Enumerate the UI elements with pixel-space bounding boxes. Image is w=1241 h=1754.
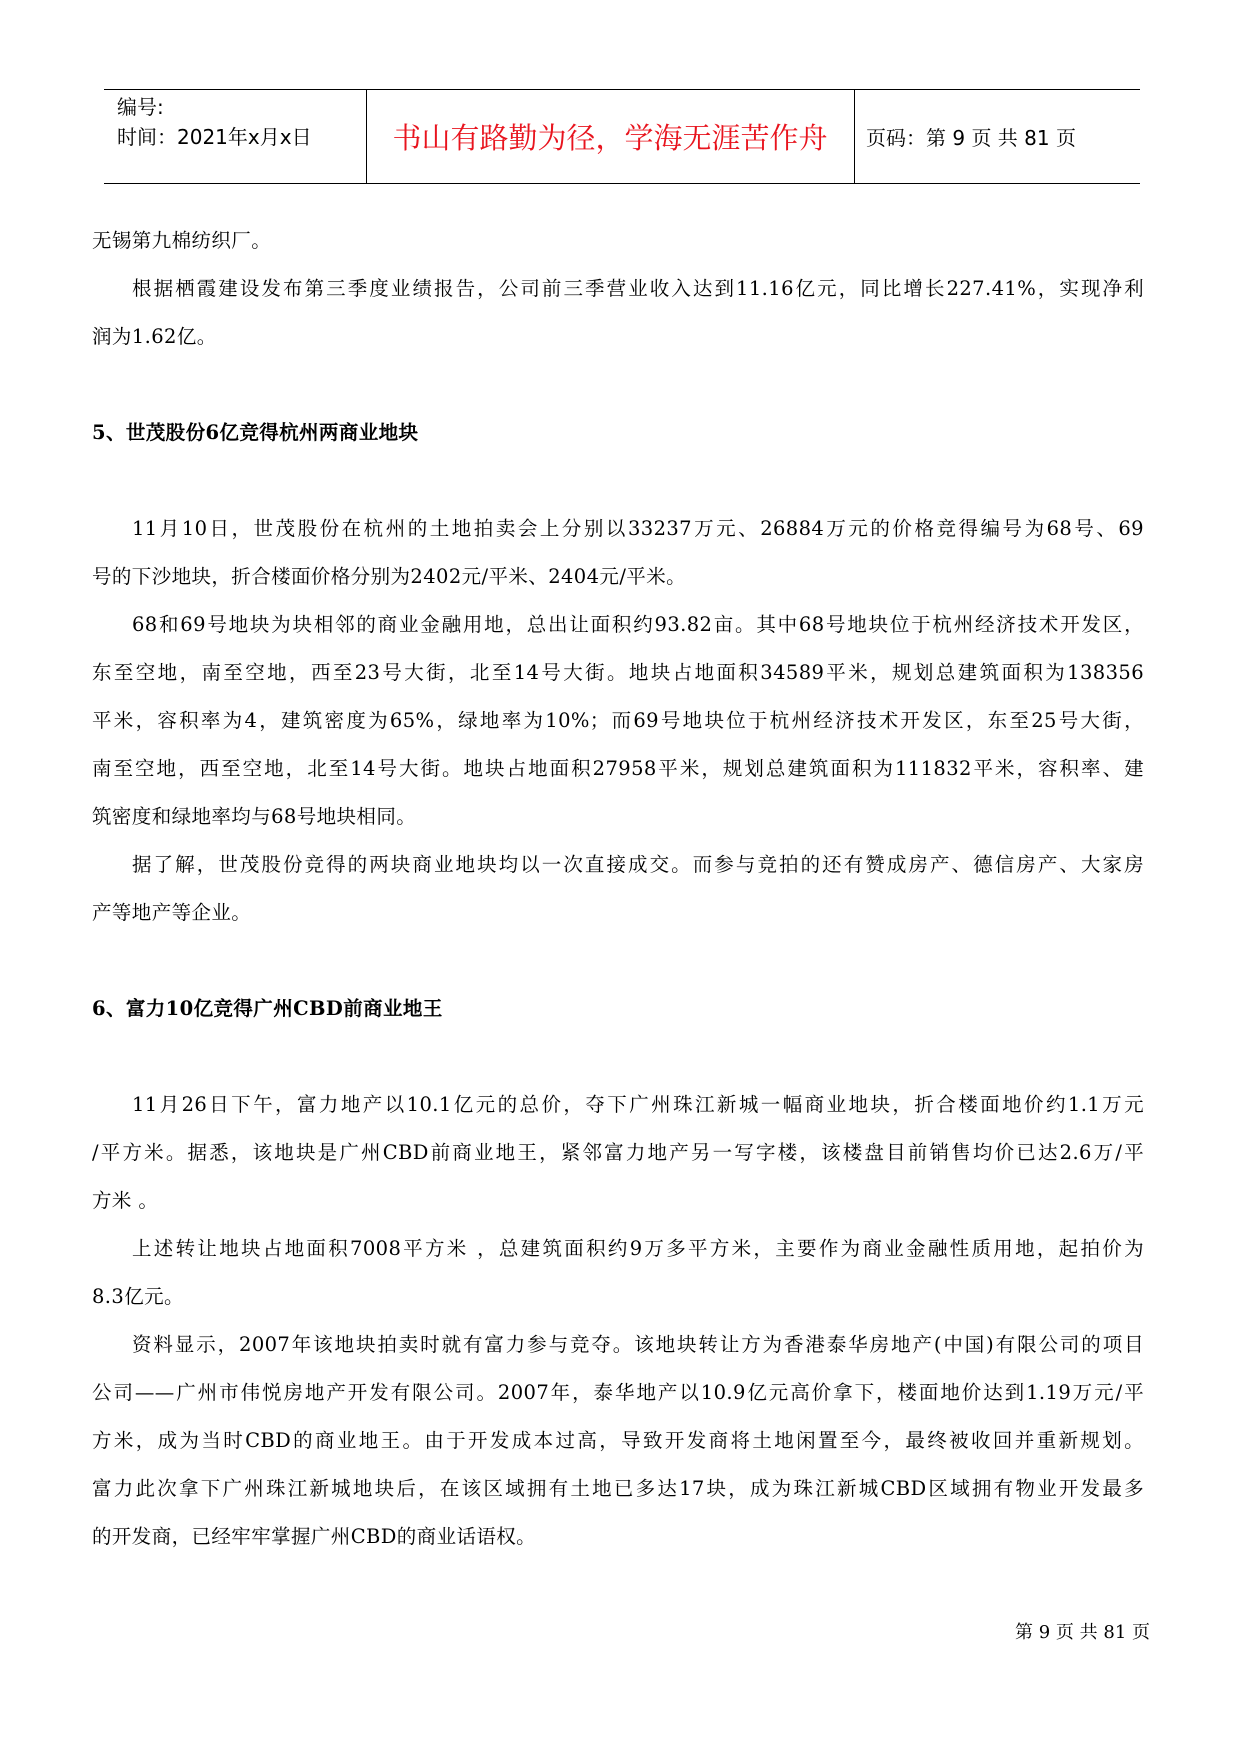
paragraph-line: 南至空地，西至空地，北至14号大街。地块占地面积27958平米，规划总建筑面积为111832平米，容积率、建 (92, 757, 1144, 780)
paragraph-line: 富力此次拿下广州珠江新城地块后，在该区域拥有土地已多达17块，成为珠江新城CBD区域拥有物业开发最多 (92, 1477, 1144, 1500)
section-heading: 5、世茂股份6亿竞得杭州两商业地块 (92, 421, 419, 444)
header-divider (854, 90, 855, 183)
document-body (92, 217, 1144, 1561)
paragraph-line: 68和69号地块为块相邻的商业金融用地，总出让面积约93.82亩。其中68号地块位于杭州经济技术开发区， (132, 613, 1144, 636)
paragraph-line: 上述转让地块占地面积7008平方米 ，总建筑面积约9万多平方米，主要作为商业金融性质用地，起拍价为 (132, 1237, 1144, 1260)
paragraph-line: /平方米。据悉，该地块是广州CBD前商业地王，紧邻富力地产另一写字楼，该楼盘目前销售均价已达2.6万/平 (92, 1141, 1144, 1164)
paragraph-line: 无锡第九棉纺织厂。 (92, 229, 272, 252)
header-page-number: 页码：第 9 页 共 81 页 (866, 126, 1076, 150)
paragraph-line: 11月26日下午，富力地产以10.1亿元的总价，夺下广州珠江新城一幅商业地块，折合楼面地价约1.1万元 (132, 1093, 1144, 1116)
paragraph-line: 平米，容积率为4，建筑密度为65%，绿地率为10%；而69号地块位于杭州经济技术开发区，东至25号大街， (92, 709, 1144, 732)
paragraph-line: 润为1.62亿。 (92, 325, 217, 348)
paragraph-line: 东至空地，南至空地，西至23号大街，北至14号大街。地块占地面积34589平米，规划总建筑面积为138356 (92, 661, 1144, 684)
paragraph-line: 方米 。 (92, 1189, 159, 1212)
paragraph-line: 号的下沙地块，折合楼面价格分别为2402元/平米、2404元/平米。 (92, 565, 686, 588)
page-header (104, 89, 1140, 184)
paragraph-line: 公司——广州市伟悦房地产开发有限公司。2007年，泰华地产以10.9亿元高价拿下，楼面地价达到1.19万元/平 (92, 1381, 1144, 1404)
page-footer: 第 9 页 共 81 页 (1015, 1622, 1150, 1643)
paragraph-line: 11月10日，世茂股份在杭州的土地拍卖会上分别以33237万元、26884万元的价格竞得编号为68号、69 (132, 517, 1144, 540)
document-date: 时间：2021年x月x日 (117, 125, 312, 149)
header-meta (117, 92, 357, 152)
paragraph-line: 方米，成为当时CBD的商业地王。由于开发成本过高，导致开发商将土地闲置至今，最终被收回并重新规划。 (92, 1429, 1144, 1452)
paragraph-line: 根据栖霞建设发布第三季度业绩报告，公司前三季营业收入达到11.16亿元，同比增长227.41%，实现净利 (132, 277, 1144, 300)
paragraph-line: 8.3亿元。 (92, 1285, 184, 1308)
paragraph-line: 产等地产等企业。 (92, 901, 252, 924)
document-number: 编号: (117, 95, 164, 119)
section-heading: 6、富力10亿竞得广州CBD前商业地王 (92, 997, 443, 1020)
paragraph-line: 资料显示，2007年该地块拍卖时就有富力参与竞夺。该地块转让方为香港泰华房地产(中国)有限公司的项目 (132, 1333, 1144, 1356)
paragraph-line: 据了解，世茂股份竞得的两块商业地块均以一次直接成交。而参与竞拍的还有赞成房产、德信房产、大家房 (132, 853, 1144, 876)
paragraph-line: 的开发商，已经牢牢掌握广州CBD的商业话语权。 (92, 1525, 537, 1548)
header-motto: 书山有路勤为径，学海无涯苦作舟 (392, 121, 828, 155)
paragraph-line: 筑密度和绿地率均与68号地块相同。 (92, 805, 417, 828)
